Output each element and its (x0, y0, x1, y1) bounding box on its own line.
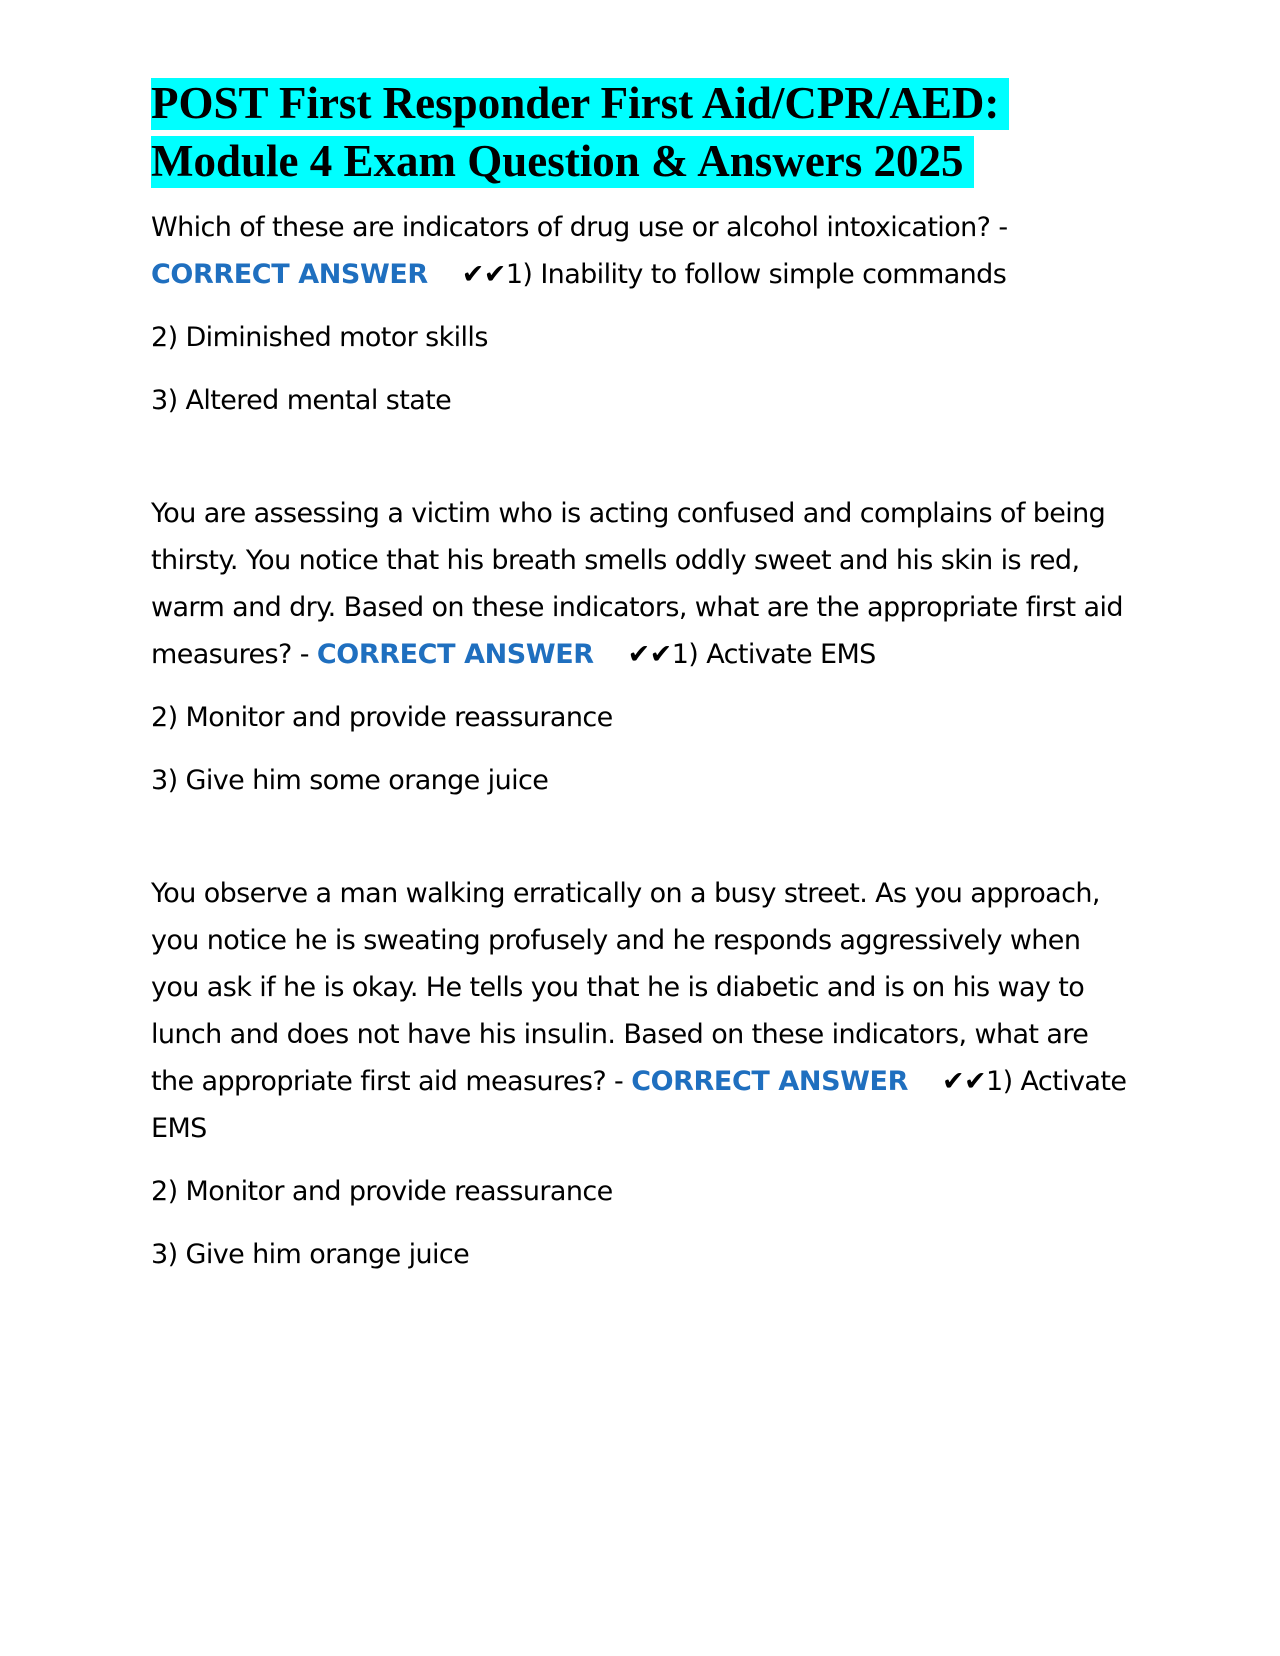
title-line-1: POST First Responder First Aid/CPR/AED: (151, 78, 1009, 130)
question-paragraph (151, 490, 1131, 678)
title-line-2: Module 4 Exam Question & Answers 2025 (151, 136, 974, 188)
question-text: You observe a man walking erratically on a busy street. As you approach, you notice he is sweating profusely and he responds aggressively when you ask if he is okay. He tells you that he is diabetic and is on his way to lunch and does not have his insulin. Based on these indicators, what are the appropriate first aid measures? - (151, 878, 1100, 1097)
question-block-2 (151, 490, 1131, 804)
question-block-3 (151, 870, 1131, 1278)
question-text: You are assessing a victim who is acting confused and complains of being thirsty. You notice that his breath smells oddly sweet and his skin is red, warm and dry. Based on these indicators, what are the appropriate first aid measures? - (151, 498, 1123, 670)
document-page (151, 74, 1131, 1278)
question-block-1 (151, 204, 1131, 424)
correct-answer-label: CORRECT ANSWER (316, 639, 594, 670)
answer-item-3: 3) Altered mental state (151, 385, 452, 416)
answer-item-1: 1) Inability to follow simple commands (505, 259, 1007, 290)
question-list (151, 204, 1131, 1278)
double-check-icon: ✔✔ (461, 259, 506, 290)
answer-item-1: 1) Activate EMS (671, 639, 876, 670)
answer-item-2: 2) Monitor and provide reassurance (151, 702, 613, 733)
answer-item-2: 2) Monitor and provide reassurance (151, 1176, 613, 1207)
question-text: Which of these are indicators of drug use or alcohol intoxication? - (151, 212, 1008, 243)
answer-item-1: 1) Activate EMS (151, 1066, 1127, 1144)
answer-item-3: 3) Give him some orange juice (151, 765, 549, 796)
correct-answer-label: CORRECT ANSWER (151, 259, 428, 290)
answer-item-2: 2) Diminished motor skills (151, 322, 488, 353)
question-paragraph (151, 204, 1131, 298)
question-paragraph (151, 870, 1131, 1152)
document-title (151, 74, 1131, 190)
correct-answer-label: CORRECT ANSWER (631, 1066, 908, 1097)
double-check-icon: ✔✔ (627, 639, 672, 670)
answer-item-3: 3) Give him orange juice (151, 1239, 470, 1270)
double-check-icon: ✔✔ (941, 1066, 987, 1097)
